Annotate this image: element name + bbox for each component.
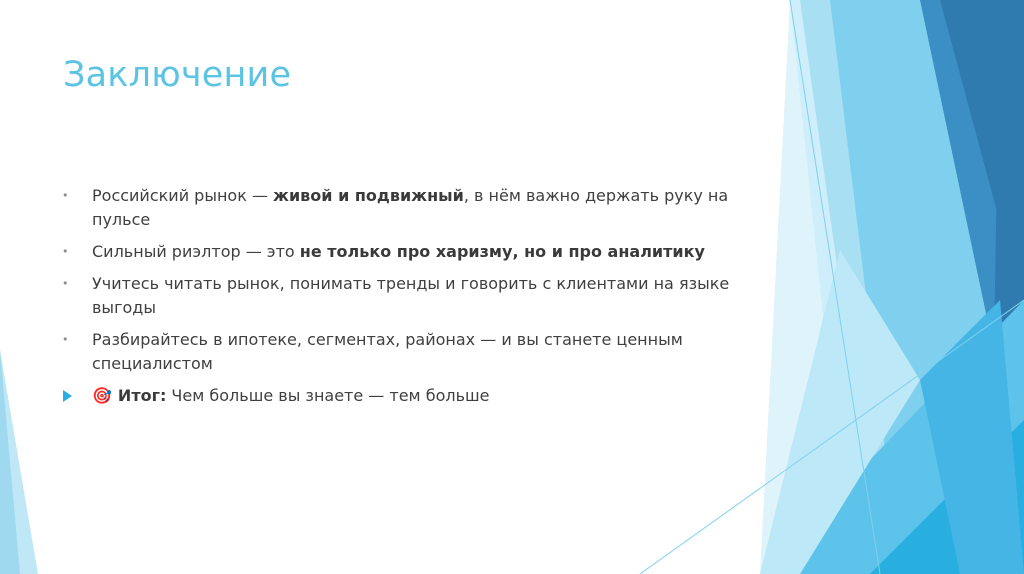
summary-text: Чем больше вы знаете — тем больше xyxy=(166,386,490,405)
bullet-item xyxy=(60,184,760,232)
bullet-item xyxy=(60,240,760,264)
bullet-item xyxy=(60,328,760,376)
bullet-text: Российский рынок — xyxy=(92,186,274,205)
target-icon: 🎯 xyxy=(92,386,112,405)
bullet-list xyxy=(60,184,760,416)
bullet-text: Учитесь читать рынок, понимать тренды и говорить с клиентами на языке выгоды xyxy=(92,274,730,317)
arrow-bullet-icon xyxy=(63,390,72,402)
final-summary-item xyxy=(60,384,760,408)
slide-title: Заключение xyxy=(63,55,292,95)
bullet-dot-icon: • xyxy=(62,277,69,290)
bullet-item xyxy=(60,272,760,320)
summary-label: Итог: xyxy=(117,386,167,405)
bullet-bold: живой и подвижный xyxy=(273,186,464,205)
bullet-text: Сильный риэлтор — это xyxy=(92,242,300,261)
bullet-bold: не только про харизму, но и про аналитику xyxy=(299,242,705,261)
bullet-dot-icon: • xyxy=(62,245,69,258)
bullet-text: Разбирайтесь в ипотеке, сегментах, районах — и вы станете ценным специалистом xyxy=(92,330,683,373)
bullet-text-post: , в нём важно держать руку на пульсе xyxy=(92,186,729,229)
bullet-dot-icon: • xyxy=(62,333,69,346)
bullet-dot-icon: • xyxy=(62,189,69,202)
